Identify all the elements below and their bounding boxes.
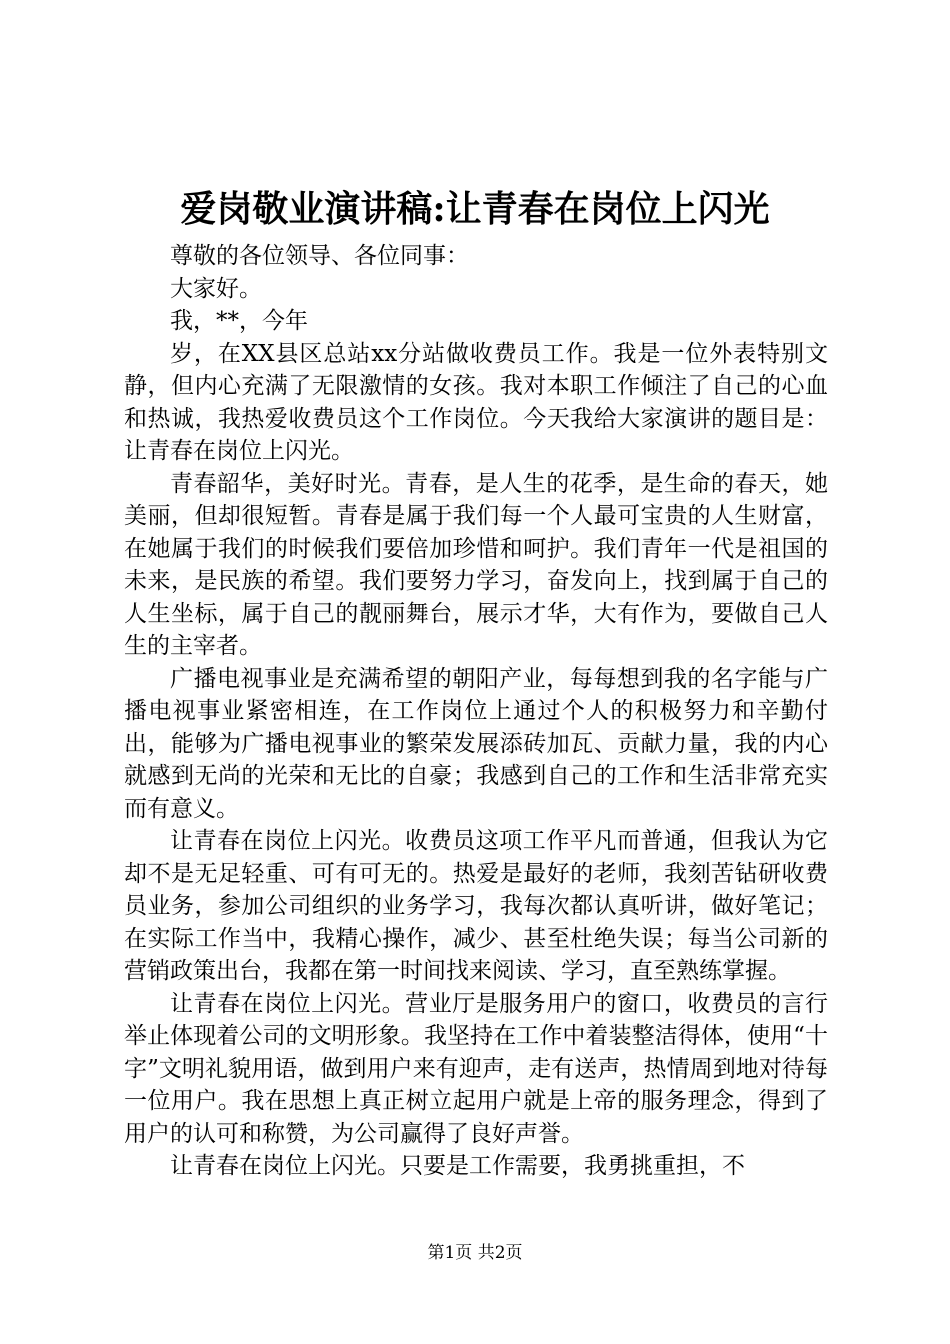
paragraph-service: 让青春在岗位上闪光。营业厅是服务用户的窗口，收费员的言行举止体现着公司的文明形象。我坚持在工作中着装整洁得体，使用“十字”文明礼貌用语，做到用户来有迎声，走有送声，热情周到地对待每一位用户。我在思想上真正树立起用户就是上帝的服务理念，得到了用户的认可和称赞，为公司赢得了良好声誉。	[124, 990, 828, 1147]
paragraph-intro-name: 我，**，今年	[170, 308, 308, 334]
paragraph-broadcasting: 广播电视事业是充满希望的朝阳产业，每每想到我的名字能与广播电视事业紧密相连，在工作岗位上通过个人的积极努力和辛勤付出，能够为广播电视事业的繁荣发展添砖加瓦、贡献力量，我的内心就感到无尚的光荣和无比的自豪；我感到自己的工作和生活非常充实而有意义。	[124, 665, 828, 822]
paragraph-youth: 青春韶华，美好时光。青春，是人生的花季，是生命的春天，她美丽，但却很短暂。青春是属于我们每一个人最可宝贵的人生财富，在她属于我们的时候我们要倍加珍惜和呵护。我们青年一代是祖国的未来，是民族的希望。我们要努力学习，奋发向上，找到属于自己的人生坐标，属于自己的靓丽舞台，展示才华，大有作为，要做自己人生的主宰者。	[124, 470, 828, 659]
document-body	[124, 240, 828, 1183]
page-number: 第1页 共2页	[427, 1243, 523, 1263]
paragraph-greeting: 大家好。	[170, 275, 262, 302]
paragraph-responsibility: 让青春在岗位上闪光。只要是工作需要，我勇挑重担，不	[170, 1153, 745, 1179]
paragraph-study: 让青春在岗位上闪光。收费员这项工作平凡而普通，但我认为它却不是无足轻重、可有可无的。热爱是最好的老师，我刻苦钻研收费员业务，参加公司组织的业务学习，我每次都认真听讲，做好笔记；在实际工作当中，我精心操作，减少、甚至杜绝失误；每当公司新的营销政策出台，我都在第一时间找来阅读、学习，直至熟练掌握。	[124, 828, 828, 984]
paragraph-salutation: 尊敬的各位领导、各位同事：	[170, 243, 469, 269]
document-title: 爱岗敬业演讲稿:让青春在岗位上闪光	[180, 188, 770, 230]
paragraph-intro: 岁，在XX县区总站xx分站做收费员工作。我是一位外表特别文静，但内心充满了无限激情的女孩。我对本职工作倾注了自己的心血和热诚，我热爱收费员这个工作岗位。今天我给大家演讲的题目是：让青春在岗位上闪光。	[124, 340, 828, 464]
